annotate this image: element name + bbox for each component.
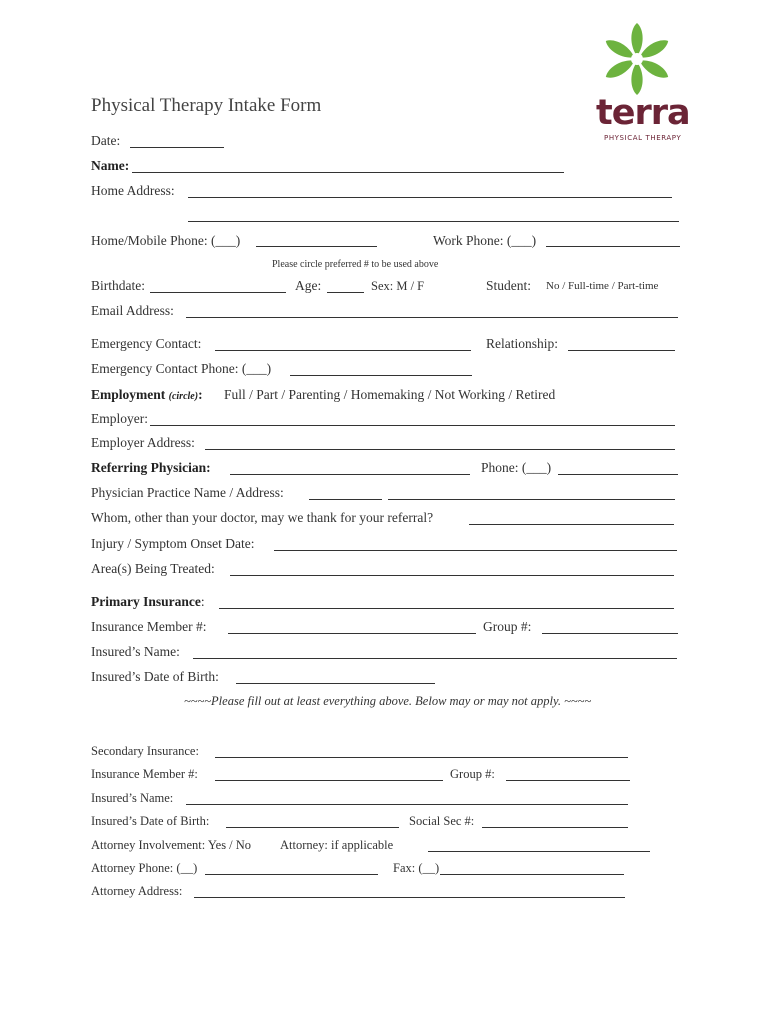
employer-address-label: Employer Address: xyxy=(91,435,195,450)
relationship-label: Relationship: xyxy=(486,336,558,351)
group2-field[interactable] xyxy=(506,780,630,781)
physician-phone-field[interactable] xyxy=(558,474,678,475)
insured-name2-label: Insured’s Name: xyxy=(91,791,174,805)
attorney-phone-label: Attorney Phone: (__) xyxy=(91,861,198,875)
name-field[interactable] xyxy=(132,172,564,173)
birthdate-label: Birthdate: xyxy=(91,278,145,293)
insured-dob2-field[interactable] xyxy=(226,827,399,828)
insured-dob2-label: Insured’s Date of Birth: xyxy=(91,814,210,828)
insured-name-field[interactable] xyxy=(193,658,677,659)
emergency-contact-field[interactable] xyxy=(215,350,471,351)
secondary-insurance-label: Secondary Insurance: xyxy=(91,744,199,758)
home-address-label: Home Address: xyxy=(91,183,175,198)
flower-icon xyxy=(598,20,676,98)
home-phone-field[interactable] xyxy=(256,246,377,247)
fax-field[interactable] xyxy=(440,874,624,875)
logo-wordmark: terra xyxy=(596,93,690,133)
practice-address-field[interactable] xyxy=(388,499,675,500)
age-label: Age: xyxy=(295,278,322,293)
thank-label: Whom, other than your doctor, may we thank for your referral? xyxy=(91,510,434,525)
social-field[interactable] xyxy=(482,827,628,828)
practice-label: Physician Practice Name / Address: xyxy=(91,485,284,500)
circle-note: Please circle preferred # to be used above xyxy=(272,259,439,270)
group2-label: Group #: xyxy=(450,767,495,781)
form-title: Physical Therapy Intake Form xyxy=(91,95,322,116)
fax-label: Fax: (__) xyxy=(393,861,440,875)
emergency-phone-label: Emergency Contact Phone: (___) xyxy=(91,361,272,376)
insured-name2-field[interactable] xyxy=(186,804,628,805)
member2-field[interactable] xyxy=(215,780,443,781)
relationship-field[interactable] xyxy=(568,350,675,351)
emergency-contact-label: Emergency Contact: xyxy=(91,336,202,351)
student-options[interactable]: No / Full-time / Part-time xyxy=(546,280,659,292)
referring-physician-field[interactable] xyxy=(230,474,470,475)
attorney-address-field[interactable] xyxy=(194,897,625,898)
insured-name-label: Insured’s Name: xyxy=(91,644,180,659)
work-phone-field[interactable] xyxy=(546,246,680,247)
attorney-field[interactable] xyxy=(428,851,650,852)
logo-subtitle: PHYSICAL THERAPY xyxy=(604,134,682,142)
physician-phone-label: Phone: (___) xyxy=(481,460,552,475)
emergency-phone-field[interactable] xyxy=(290,375,472,376)
employer-field[interactable] xyxy=(150,425,675,426)
attorney-phone-field[interactable] xyxy=(205,874,378,875)
sex-label: Sex: M / F xyxy=(371,279,425,293)
member-label: Insurance Member #: xyxy=(91,619,207,634)
name-label: Name: xyxy=(91,158,130,173)
employment-options[interactable]: Full / Part / Parenting / Homemaking / Not Working / Retired xyxy=(224,387,556,402)
divider-note: ~~~~Please fill out at least everything above. Below may or may not apply. ~~~~ xyxy=(184,694,592,708)
areas-label: Area(s) Being Treated: xyxy=(91,561,215,576)
referring-physician-label: Referring Physician: xyxy=(91,460,211,475)
member-field[interactable] xyxy=(228,633,476,634)
home-phone-label: Home/Mobile Phone: (___) xyxy=(91,233,241,248)
insured-dob-label: Insured’s Date of Birth: xyxy=(91,669,219,684)
attorney-involvement-label[interactable]: Attorney Involvement: Yes / No xyxy=(91,838,252,852)
social-label: Social Sec #: xyxy=(409,814,475,828)
employer-label: Employer: xyxy=(91,411,148,426)
thank-field[interactable] xyxy=(469,524,674,525)
employment-label: Employment (circle): xyxy=(91,387,203,402)
birthdate-field[interactable] xyxy=(150,292,286,293)
attorney-label: Attorney: if applicable xyxy=(280,838,394,852)
primary-insurance-field[interactable] xyxy=(219,608,674,609)
attorney-address-label: Attorney Address: xyxy=(91,884,183,898)
email-label: Email Address: xyxy=(91,303,174,318)
injury-field[interactable] xyxy=(274,550,677,551)
practice-name-field[interactable] xyxy=(309,499,382,500)
email-field[interactable] xyxy=(186,317,678,318)
student-label: Student: xyxy=(486,278,532,293)
group-label: Group #: xyxy=(483,619,532,634)
home-address-field-1[interactable] xyxy=(188,197,672,198)
injury-label: Injury / Symptom Onset Date: xyxy=(91,536,255,551)
primary-insurance-label: Primary Insurance: xyxy=(91,594,205,609)
employer-address-field[interactable] xyxy=(205,449,675,450)
areas-field[interactable] xyxy=(230,575,674,576)
insured-dob-field[interactable] xyxy=(236,683,435,684)
member2-label: Insurance Member #: xyxy=(91,767,198,781)
group-field[interactable] xyxy=(542,633,678,634)
secondary-insurance-field[interactable] xyxy=(215,757,628,758)
work-phone-label: Work Phone: (___) xyxy=(433,233,537,248)
date-field[interactable] xyxy=(130,147,224,148)
date-label: Date: xyxy=(91,133,121,148)
age-field[interactable] xyxy=(327,292,364,293)
home-address-field-2[interactable] xyxy=(188,221,679,222)
